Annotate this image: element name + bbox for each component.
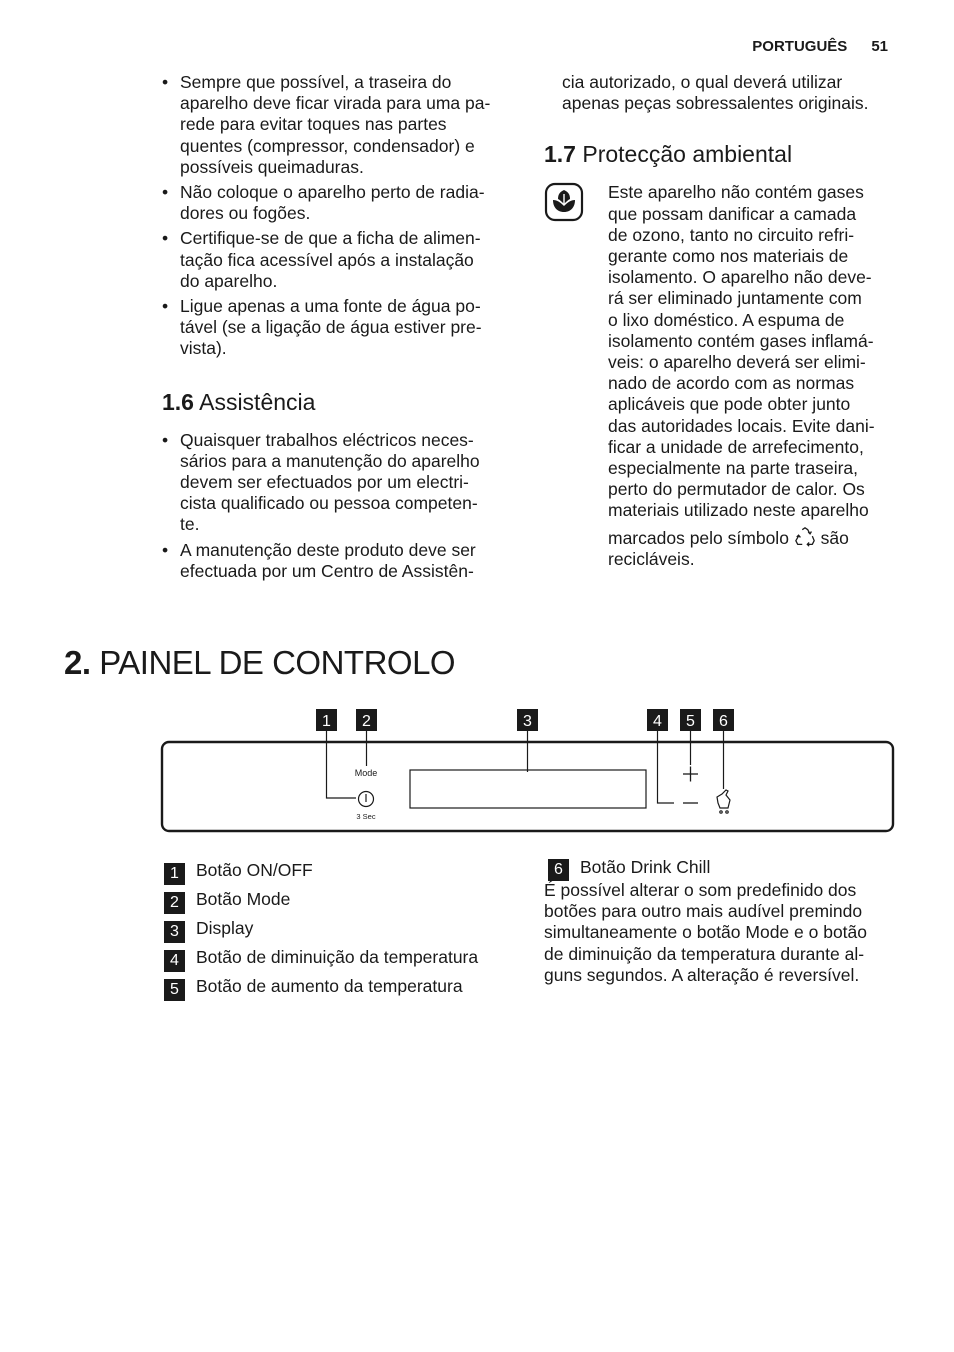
text-line: perto do permutador de calor. Os: [608, 479, 865, 500]
legend-badge: 4: [164, 950, 185, 972]
drink-chill-icon[interactable]: [717, 790, 730, 813]
leaf-icon: [544, 182, 584, 222]
text-line: de diminuição da temperatura durante al-: [544, 943, 865, 964]
power-icon[interactable]: [359, 792, 374, 807]
bullet-line: • Sempre que possível, a traseira do: [180, 72, 452, 92]
bullet-item: [162, 72, 517, 178]
callout-number: 2: [362, 713, 371, 730]
legend-badge: 6: [548, 859, 569, 881]
legend-label: Botão de aumento da temperatura: [196, 976, 463, 996]
section-heading-ambiental: [544, 140, 899, 168]
text-line: veis: o aparelho deverá ser elimi-: [608, 352, 866, 373]
bullet-line: efectuada por um Centro de Assistên-: [180, 560, 474, 581]
bullet-item: [162, 228, 517, 292]
legend-label: Display: [196, 918, 254, 938]
recycle-icon: [794, 526, 816, 548]
callout-1: [316, 709, 337, 731]
text-line: cia autorizado, o qual deverá utilizar: [562, 72, 843, 92]
text-line: especialmente na parte traseira,: [608, 458, 858, 479]
bullet-line: • Ligue apenas a uma fonte de água po-: [180, 296, 481, 317]
callout-6: [713, 709, 734, 731]
display-window: [410, 770, 646, 808]
environment-text: [608, 182, 875, 570]
legend-badge: 1: [164, 863, 185, 885]
section-title: Assistência: [199, 388, 316, 415]
control-panel-diagram: [160, 705, 896, 835]
text-line: guns segundos. A alteração é reversível.: [544, 964, 860, 985]
legend-label: Botão Drink Chill: [580, 857, 711, 878]
text-fragment: marcados pelo símbolo: [608, 527, 789, 548]
plus-icon[interactable]: [683, 767, 698, 782]
legend-badge: 5: [164, 979, 185, 1001]
text-line: das autoridades locais. Evite dani-: [608, 415, 875, 436]
text-line: simultaneamente o botão Mode e o botão: [544, 922, 867, 943]
text-line: Este aparelho não contém gases: [608, 182, 864, 203]
bullet-line: • Quaisquer trabalhos eléctricos neces-: [180, 429, 474, 450]
panel-legend: [164, 856, 478, 1001]
legend-badge: 3: [164, 921, 185, 943]
left-column: [162, 72, 517, 586]
panel-legend-right: [544, 856, 904, 986]
bullet-line: • Certifique-se de que a ficha de alimen-: [180, 228, 481, 249]
bullet-line: • Não coloque o aparelho perto de radia-: [180, 182, 485, 203]
text-line: de ozono, tanto no circuito refri-: [608, 224, 855, 245]
text-line: materiais utilizado neste aparelho: [608, 500, 869, 521]
callout-number: 3: [523, 713, 532, 730]
legend-label: Botão de diminuição da temperatura: [196, 947, 479, 967]
text-line: que possam danificar a camada: [608, 203, 857, 224]
bullet-item: [162, 430, 517, 536]
bullet-line: • A manutenção deste produto deve ser: [180, 539, 476, 560]
text-line: apenas peças sobressalentes originais.: [562, 93, 869, 114]
bullet-line: tação fica acessível após a instalação: [180, 249, 474, 270]
text-line: isolamento. O aparelho não deve-: [608, 267, 872, 288]
legend-item: [164, 943, 478, 972]
callout-4: [647, 709, 668, 731]
callout-number: 1: [322, 713, 331, 730]
text-line: botões para outro mais audível premindo: [544, 901, 863, 922]
bullet-item: [162, 540, 517, 582]
bullet-line: do aparelho.: [180, 270, 278, 291]
text-line: isolamento contém gases inflamá-: [608, 330, 874, 351]
text-line: aplicáveis que pode obter junto: [608, 394, 851, 415]
legend-item: [164, 972, 478, 1001]
page-number: 51: [871, 38, 888, 55]
bullet-line: aparelho deve ficar virada para uma pa-: [180, 93, 491, 114]
sound-note: [544, 880, 904, 986]
chapter-heading: [64, 644, 455, 682]
text-line: recicláveis.: [608, 548, 695, 569]
page-header: [752, 38, 888, 55]
bullet-line: cista qualificado ou pessoa competen-: [180, 493, 478, 514]
legend-item: [164, 914, 478, 943]
legend-badge: 2: [164, 892, 185, 914]
bullet-item: [162, 182, 517, 224]
legend-item: [544, 856, 904, 880]
text-line: [608, 526, 875, 549]
text-line: rá ser eliminado juntamente com: [608, 288, 862, 309]
section-heading-assistencia: [162, 388, 517, 416]
right-column: [544, 72, 899, 570]
bullet-line: sários para a manutenção do aparelho: [180, 450, 480, 471]
bullet-line: tável (se a ligação de água estiver pre-: [180, 317, 482, 338]
bullet-line: devem ser efectuados por um electri-: [180, 472, 469, 493]
callout-3: [517, 709, 538, 731]
bullet-line: rede para evitar toques nas partes: [180, 114, 447, 135]
chapter-title: PAINEL DE CONTROLO: [99, 644, 456, 681]
section-title: Protecção ambiental: [582, 141, 793, 168]
assistance-bullet-list: [162, 430, 517, 582]
callout-5: [680, 709, 701, 731]
callout-number: 4: [653, 713, 662, 730]
header-language: PORTUGUÊS: [752, 38, 848, 55]
section-number: 1.7: [544, 141, 576, 168]
chapter-number: 2.: [64, 644, 91, 681]
text-line: É possível alterar o som predefinido dos: [544, 880, 857, 900]
callout-number: 6: [719, 713, 728, 730]
bullet-line: quentes (compressor, condensador) e: [180, 135, 475, 156]
bullet-line: vista).: [180, 338, 227, 359]
legend-item: [164, 885, 478, 914]
sec-label: 3 Sec: [356, 812, 376, 821]
bullet-line: possíveis queimaduras.: [180, 156, 364, 177]
text-line: ficar a unidade de arrefecimento,: [608, 436, 864, 457]
text-fragment: são: [820, 527, 849, 548]
mode-label: Mode: [354, 768, 378, 778]
legend-label: Botão Mode: [196, 889, 291, 909]
bullet-line: dores ou fogões.: [180, 203, 311, 224]
environment-block: [544, 182, 899, 570]
text-line: nado de acordo com as normas: [608, 373, 855, 394]
callout-2: [356, 709, 377, 731]
bullet-item: [162, 296, 517, 360]
callout-number: 5: [686, 713, 695, 730]
bullet-line: te.: [180, 514, 200, 535]
safety-bullet-list: [162, 72, 517, 360]
section-number: 1.6: [162, 388, 194, 415]
legend-item: [164, 856, 478, 885]
text-line: gerante como nos materiais de: [608, 246, 849, 267]
text-line: o lixo doméstico. A espuma de: [608, 309, 845, 330]
legend-label: Botão ON/OFF: [196, 860, 313, 880]
continued-text: [544, 72, 899, 114]
